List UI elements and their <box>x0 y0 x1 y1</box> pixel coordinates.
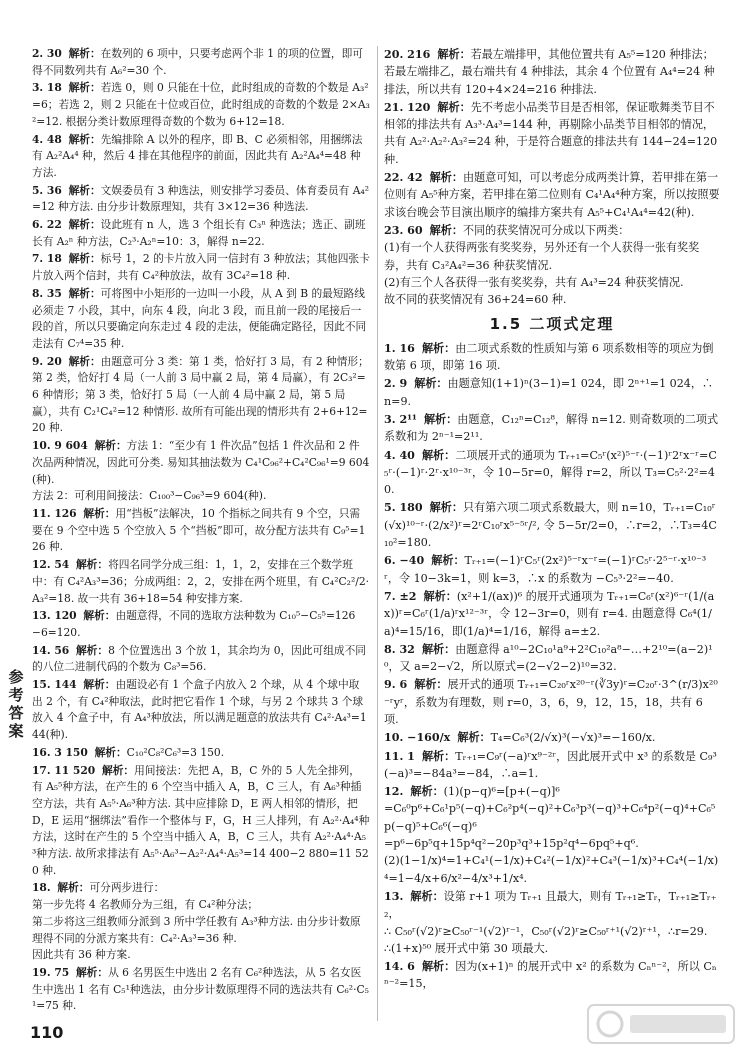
section-title: 1.5 二项式定理 <box>489 315 615 334</box>
answer-text: 方法 1：“至少有 1 件次品”包括 1 件次品和 2 件次品两种情况，因此可分类. 易知其抽法数为 C₄¹C₉₆²+C₄²C₉₆¹=9 604(种). 方法 2：可利用间接法：C₁₀₀³−C₉₆³=9 604(种). <box>32 439 370 503</box>
answer-item <box>32 643 370 676</box>
answer-item <box>384 729 720 746</box>
analysis-label: 解析： <box>68 252 101 266</box>
answer-text: 设此班有 n 人，选 3 个组长有 C₃ⁿ 种选法；选正、副班长有 A₂ⁿ 种方法，C₂³·A₂ⁿ=10：3，解得 n=22. <box>32 218 366 248</box>
answer-text: 用间接法：先把 A，B，C 外的 5 人先全排列，有 A₅⁵种方法，在产生的 6 个空当中插入 A，B，C 三人，有 A₆³种插空方法，共有 A₅⁵·A₆³种方法. 其中应排除 D，E 两人相邻的情形，把 D，E 运用“捆绑法”看作一个整体与 F，G，H 三人排列，有 A₂²·A₄⁴种方法，这时在产生的 5 个空当中插入 A，B，C 三人，共有 A₂²·A₄⁴·A₅³种方法. 故所求排法有 A₅⁵·A₆³−A₂²·A₄⁴·A₅³=14 400−2 880=11 520 种. <box>32 763 370 877</box>
answer-item <box>384 169 720 221</box>
answer-number: 12. <box>384 785 404 799</box>
answer-item <box>32 677 370 744</box>
answer-text: 先不考虑小品类节目是否相邻，保证歌舞类节目不相邻的排法共有 A₃³·A₄³=144 种，再剔除小品类节目相邻的情况，共有 A₂²·A₂²·A₃²=24 种，于是符合题意的排法共有 144−24=120 种. <box>384 100 721 166</box>
answer-text: 可将图中小矩形的一边叫一小段，从 A 到 B 的最短路线必须走 7 小段，其中，向东 4 段，向北 3 段，而且前一段的尾接后一段的首，所以只要确定向东走过 4 段的走法，便能确定路径，因此不同走法有 C₇⁴=35 种. <box>32 286 367 350</box>
answer-number: 9. 6 <box>384 678 408 692</box>
answer-item <box>384 641 720 676</box>
answer-item <box>384 552 720 587</box>
answer-item <box>384 588 720 640</box>
analysis-label: 解析： <box>421 960 456 974</box>
answer-number: 23. 60 <box>384 223 423 237</box>
right-column-bottom <box>384 340 720 993</box>
answer-number: 9. 20 <box>32 354 62 368</box>
answer-item <box>32 46 370 79</box>
answer-item <box>384 888 720 957</box>
answer-text: 只有第六项二项式系数最大，则 n=10，Tᵣ₊₁=C₁₀ʳ(√x)¹⁰⁻ʳ·(2/x²)ʳ=2ʳC₁₀ʳx⁵⁻⁵ʳ/², 令 5−5r/2=0，∴r=2，∴T₃=4C₁₀²=180. <box>384 501 717 550</box>
answer-text: 由题意知(1+1)ⁿ(3−1)=1 024，即 2ⁿ⁺¹=1 024，∴n=9. <box>384 377 714 408</box>
page-number: 110 <box>30 1023 64 1042</box>
answer-item <box>384 46 720 98</box>
answer-item <box>32 965 370 1015</box>
analysis-label: 解析： <box>57 881 90 895</box>
analysis-label: 解析： <box>431 554 465 568</box>
answer-number: 21. 120 <box>384 100 431 114</box>
analysis-label: 解析： <box>437 100 471 114</box>
answer-item <box>384 676 720 728</box>
answer-number: 5. 36 <box>32 183 62 197</box>
column-divider <box>377 46 378 1021</box>
answer-item <box>32 80 370 130</box>
answer-item <box>32 286 370 353</box>
answer-number: 7. 18 <box>32 252 62 266</box>
answer-item <box>384 99 720 168</box>
analysis-label: 解析： <box>75 643 109 657</box>
answer-number: 15. 144 <box>32 678 77 692</box>
answer-text: 展开式的通项 Tᵣ₊₁=C₂₀ʳx²⁰⁻ʳ(∛3y)ʳ=C₂₀ʳ·3^(r/3)x²⁰⁻ʳyʳ，系数为有理数，则 r=0，3，6，9，12，15，18，共有 6 项. <box>384 678 718 726</box>
analysis-label: 解析： <box>68 132 101 146</box>
analysis-label: 解析： <box>457 731 491 745</box>
answer-text: 设第 r+1 项为 Tᵣ₊₁ 且最大，则有 Tᵣ₊₁≥Tᵣ，Tᵣ₊₁≥Tᵣ₊₂， ∴ C₅₀ʳ(√2)ʳ≥C₅₀ʳ⁻¹(√2)ʳ⁻¹，C₅₀ʳ(√2)ʳ≥C₅₀ʳ⁺¹(√2)ʳ⁺¹，∴r=29. ∴(1+x)⁵⁰ 展开式中第 30 项最大. <box>384 889 717 955</box>
answer-text: 由题意可分 3 类：第 1 类，恰好打 3 局，有 2 种情形；第 2 类，恰好打 4 局（一人前 3 局中赢 2 局，第 4 局赢），有 2C₃²=6 种情形；第 3 类，恰好打 5 局（一人前 4 局中赢 2 局，第 5 局赢），共有 C₂¹C₄²=12 种情形. 故所有可能出现的情形共有 2+6+12=20 种. <box>32 354 369 435</box>
analysis-label: 解析： <box>421 341 456 355</box>
answer-number: 3. 18 <box>32 81 62 95</box>
analysis-label: 解析： <box>410 889 444 903</box>
answer-item <box>384 748 720 783</box>
left-column <box>32 46 370 1016</box>
answer-item <box>32 251 370 284</box>
analysis-label: 解析： <box>83 506 116 520</box>
answer-number: 6. 22 <box>32 218 62 232</box>
answer-item <box>32 132 370 182</box>
answer-number: 4. 40 <box>384 448 415 462</box>
analysis-label: 解析： <box>75 965 109 979</box>
answer-number: 18. <box>32 881 51 895</box>
answer-item <box>32 354 370 438</box>
analysis-label: 解析： <box>94 745 127 759</box>
analysis-label: 解析： <box>68 286 101 300</box>
answer-text: 可分两步进行： 第一步先将 4 名教师分为三组，有 C₄²种分法； 第二步将这三组教师分派到 3 所中学任教有 A₃³种方法. 由分步计数原理得不同的分派方案共有：C₄²·A₃³=36 种. 因此共有 36 种方案. <box>32 881 361 962</box>
analysis-label: 解析： <box>421 749 456 763</box>
answer-item <box>384 447 720 499</box>
answer-text: 若选 0，则 0 只能在十位，此时组成的奇数的个数是 A₃²=6；若选 2，则 2 只能在十位或百位，此时组成的奇数的个数是 2×A₃²=12. 根据分类计数原理得奇数的个数为 6+12=18. <box>32 81 370 128</box>
answer-text: C₁₀²C₈²C₆³=3 150. <box>126 745 225 759</box>
analysis-label: 解析： <box>83 678 116 692</box>
answer-text: 由题设必有 1 个盒子内放入 2 个球，从 4 个球中取出 2 个，有 C₄²种取法，此时把它看作 1 个球，与另 2 个球共 3 个球放入 4 个盒子中，有 A₄³种放法，所以满足题意的放法共有 C₄²·A₄³=144(种). <box>32 678 367 742</box>
answer-number: 11. 126 <box>32 506 77 520</box>
answer-item <box>32 608 370 641</box>
answer-item <box>32 745 370 762</box>
answer-number: 3. 2¹¹ <box>384 412 417 426</box>
analysis-label: 解析： <box>102 763 135 777</box>
answer-text: Tᵣ₊₁=(−1)ʳC₅ʳ(2x²)⁵⁻ʳx⁻ʳ=(−1)ʳC₅ʳ·2⁵⁻ʳ·x¹⁰⁻³ʳ，令 10−3k=1，则 k=3，∴x 的系数为 −C₅³·2²=−40. <box>384 554 707 585</box>
answer-number: 11. 1 <box>384 749 415 763</box>
right-column-top <box>384 46 720 308</box>
answer-number: 19. 75 <box>32 965 70 979</box>
answer-text: T₄=C₆³(2/√x)³(−√x)³=−160/x. <box>490 731 656 745</box>
answer-item <box>32 438 370 505</box>
answer-text: 因为(x+1)ⁿ 的展开式中 x² 的系数为 Cₙⁿ⁻²，所以 Cₙⁿ⁻²=15， <box>384 960 717 991</box>
answer-text: 标号 1，2 的卡片放入同一信封有 3 种放法；其他四张卡片放入两个信封，共有 C₄²种放法，故有 3C₄²=18 种. <box>32 252 370 283</box>
answer-text: 由题意得 a¹⁰−2C₁₀¹a⁹+2²C₁₀²a⁸−…+2¹⁰=(a−2)¹⁰，又 a=2−√2，所以原式=(2−√2−2)¹⁰=32. <box>384 642 713 674</box>
answer-number: 22. 42 <box>384 171 423 185</box>
answer-number: 6. −40 <box>384 554 425 568</box>
analysis-label: 解析： <box>68 47 101 60</box>
answer-item <box>384 222 720 308</box>
analysis-label: 解析： <box>437 48 471 61</box>
answer-text: 在数列的 6 项中，只要考虑两个非 1 的项的位置，即可得不同数列共有 A₆²=30 个. <box>32 47 363 77</box>
answer-item <box>32 557 370 607</box>
answer-number: 13. <box>384 889 404 903</box>
analysis-label: 解析： <box>68 183 101 197</box>
analysis-label: 解析： <box>68 81 101 95</box>
analysis-label: 解析： <box>423 589 457 603</box>
answer-number: 10. −160/x <box>384 731 451 745</box>
answer-text: 不同的获奖情况可分成以下两类： (1)有一个人获得两张有奖奖券，另外还有一个人获得一张有奖奖券，共有 C₃²A₄²=36 种获奖情况. (2)有三个人各获得一张有奖奖券，共有 A₄³=24 种获奖情况. 故不同的获奖情况有 36+24=60 种. <box>384 223 700 307</box>
answer-item <box>384 958 720 993</box>
answer-number: 2. 9 <box>384 377 408 391</box>
answer-text: 由题意得，不同的选取方法种数为 C₁₀⁵−C₅⁵=126−6=120. <box>32 609 356 639</box>
answer-item <box>32 880 370 964</box>
answer-number: 10. 9 604 <box>32 439 88 453</box>
answer-number: 1. 16 <box>384 341 415 355</box>
answer-item <box>32 763 370 880</box>
analysis-label: 解析： <box>429 501 463 515</box>
answer-number: 5. 180 <box>384 501 423 515</box>
answer-text: (1)(p−q)⁶=[p+(−q)]⁶ =C₆⁰p⁶+C₆¹p⁵(−q)+C₆²p⁴(−q)²+C₆³p³(−q)³+C₆⁴p²(−q)⁴+C₆⁵p(−q)⁵+C₆⁶(−q)⁶ =p⁶−6p⁵q+15p⁴q²−20p³q³+15p²q⁴−6pq⁵+q⁶. (2)(1−1/x)⁴=1+C₄¹(−1/x)+C₄²(−1/x)²+C₄³(−1/x)³+C₄⁴(−1/x)⁴=1−4/x+6/x²−4/x³+1/x⁴. <box>384 785 719 885</box>
answer-number: 8. 32 <box>384 642 415 656</box>
answer-item <box>32 183 370 216</box>
answer-item <box>32 217 370 250</box>
analysis-label: 解析： <box>421 642 456 656</box>
answer-text: 8 个位置选出 3 个放 1，其余均为 0，因此可组成不同的八位二进制代码的个数为 C₈³=56. <box>32 643 366 674</box>
answer-number: 16. 3 150 <box>32 745 88 759</box>
answer-text: Tᵣ₊₁=C₉ʳ(−a)ʳx⁹⁻²ʳ，因此展开式中 x³ 的系数是 C₉³(−a)³=−84a³=−84，∴a=1. <box>384 749 717 780</box>
answer-text: 先编排除 A 以外的程序，即 B、C 必须相邻，用捆绑法有 A₂²A₄⁴ 种，然后 4 排在其他程序的前面，因此共有 A₂²A₄⁴=48 种方法. <box>32 132 363 179</box>
side-tab-answer-key: 参考答案 <box>8 668 24 740</box>
right-column <box>384 46 720 994</box>
answer-text: 若最左端排甲，其他位置共有 A₅⁵=120 种排法；若最左端排乙，最右端共有 4 种排法，其余 4 个位置有 A₄⁴=24 种排法，所以共有 120+4×24=216 种排法. <box>384 48 715 96</box>
analysis-label: 解析： <box>414 678 448 692</box>
analysis-label: 解析： <box>429 223 463 237</box>
answer-number: 7. ±2 <box>384 589 417 603</box>
analysis-label: 解析： <box>414 377 448 391</box>
analysis-label: 解析： <box>75 558 109 572</box>
analysis-label: 解析： <box>94 439 127 453</box>
answer-number: 20. 216 <box>384 48 431 61</box>
answer-text: 由题意，C₁₂ⁿ=C₁₂⁸，解得 n=12. 则奇数项的二项式系数和为 2ⁿ⁻¹=2¹¹. <box>384 412 719 444</box>
answer-item <box>384 411 720 446</box>
answer-number: 13. 120 <box>32 609 77 623</box>
answer-item <box>384 340 720 375</box>
answer-text: 由二项式系数的性质知与第 6 项系数相等的项应为倒数第 6 项，即第 16 项. <box>384 341 714 373</box>
answer-number: 14. 56 <box>32 643 70 657</box>
analysis-label: 解析： <box>83 609 116 623</box>
answer-text: 二项展开式的通项为 Tᵣ₊₁=C₅ʳ(x²)⁵⁻ʳ·(−1)ʳ2ʳx⁻ʳ=C₅ʳ·(−1)ʳ·2ʳ·x¹⁰⁻³ʳ，令 10−5r=0，解得 r=2，所以 T₃=C₅²·2²=40. <box>384 448 717 497</box>
analysis-label: 解析： <box>421 448 456 462</box>
answer-number: 4. 48 <box>32 132 62 146</box>
answer-number: 14. 6 <box>384 960 415 974</box>
answer-item <box>384 375 720 410</box>
answer-text: 用“挡板”法解决，10 个指标之间共有 9 个空，只需要在 9 个空中选 5 个空放入 5 个“挡板”即可，故分配方法共有 C₉⁵=126 种. <box>32 506 366 554</box>
analysis-label: 解析： <box>423 412 458 426</box>
answer-text: (x²+1/(ax))⁶ 的展开式通项为 Tᵣ₊₁=C₆ʳ(x²)⁶⁻ʳ(1/(ax))ʳ=C₆ʳ(1/a)ʳx¹²⁻³ʳ，令 12−3r=0，则有 r=4. 由题意得 C₆⁴(1/a)⁴=15/16，即(1/a)⁴=1/16，解得 a=±2. <box>384 589 715 638</box>
watermark-logo-icon <box>586 1001 736 1047</box>
answer-item <box>32 506 370 556</box>
answer-text: 由题意可知，可以考虑分成两类计算，若甲排在第一位则有 A₅⁵种方案，若甲排在第二位则有 C₄¹A₄⁴种方案，所以按照要求该台晚会节目演出顺序的编排方案共有 A₅⁵+C₄¹A₄⁴=42(种). <box>384 171 720 219</box>
analysis-label: 解析： <box>68 218 101 232</box>
analysis-label: 解析： <box>68 354 101 368</box>
answer-number: 8. 35 <box>32 286 62 300</box>
answer-text: 文娱委员有 3 种选法，则安排学习委员、体育委员有 A₄²=12 种方法. 由分步计数原理知，共有 3×12=36 种选法. <box>32 183 370 214</box>
analysis-label: 解析： <box>410 785 444 799</box>
answer-number: 2. 30 <box>32 47 62 60</box>
answer-text: 将四名同学分成三组：1，1，2，安排在三个数学班中：有 C₄²A₃³=36；分成两组：2，2，安排在两个班里，有 C₄²C₂²/2·A₃²=18. 故一共有 36+18=54 种安排方案. <box>32 558 370 605</box>
answer-number: 17. 11 520 <box>32 763 96 777</box>
analysis-label: 解析： <box>429 171 463 185</box>
answer-item <box>384 783 720 887</box>
answer-text: 从 6 名男医生中选出 2 名有 C₆²种选法，从 5 名女医生中选出 1 名有 C₅¹种选法，由分步计数原理得不同的选法共有 C₆²·C₅¹=75 种. <box>32 965 369 1013</box>
answer-number: 12. 54 <box>32 558 70 572</box>
answer-item <box>384 499 720 551</box>
